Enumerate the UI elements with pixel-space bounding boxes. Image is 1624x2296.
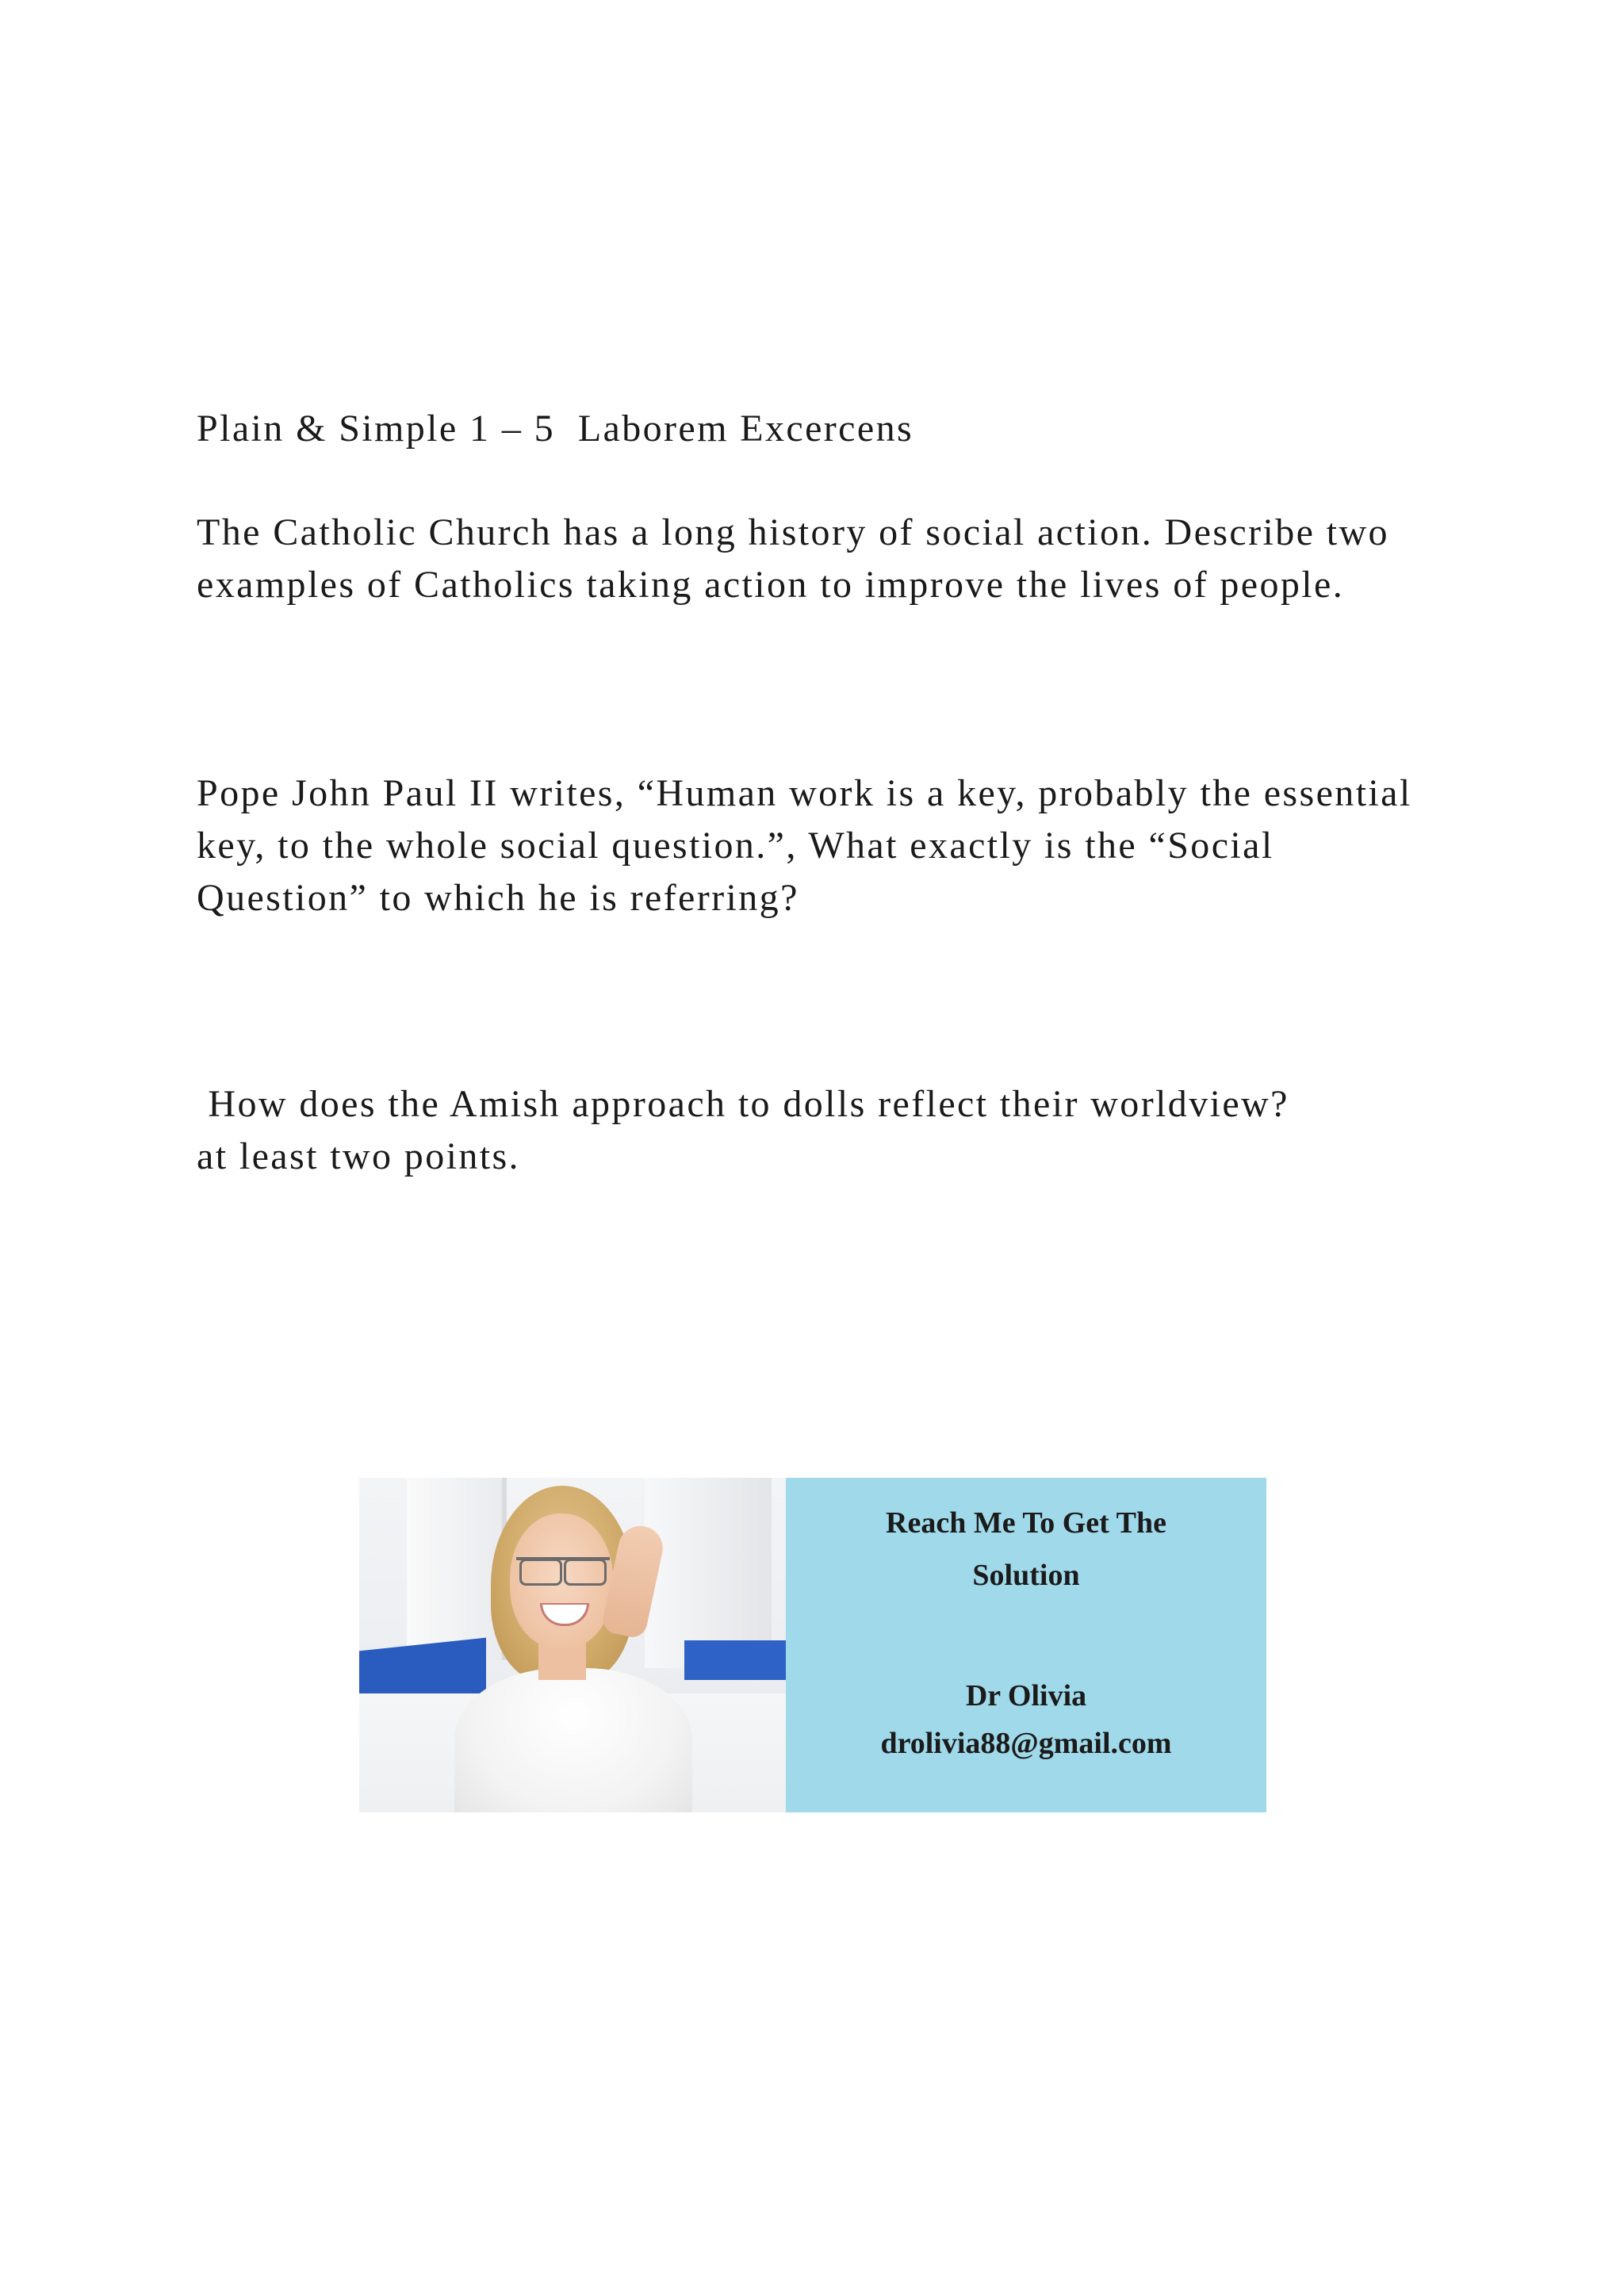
contact-name: Dr Olivia xyxy=(965,1679,1087,1712)
woman-photo-icon xyxy=(359,1478,786,1812)
document-title: Plain & Simple 1 – 5 Laborem Excercens xyxy=(197,408,914,450)
question-2: Pope John Paul II writes, “Human work is a key, probably the essential key, to the whole social question.”, What exactly is the “Social Question” to which he is referring? xyxy=(197,772,1424,919)
glasses-icon xyxy=(516,1557,610,1584)
contact-email: drolivia88@gmail.com xyxy=(880,1727,1172,1760)
banner-heading-line1: Reach Me To Get The xyxy=(886,1506,1166,1540)
contact-panel xyxy=(786,1478,1266,1812)
question-3: How does the Amish approach to dolls reflect their worldview? at least two points. xyxy=(197,1083,1289,1177)
contact-banner xyxy=(359,1478,1266,1812)
banner-heading-line2: Solution xyxy=(972,1559,1080,1592)
question-1: The Catholic Church has a long history of social action. Describe two examples of Catholics taking action to improve the lives of people. xyxy=(197,511,1401,606)
